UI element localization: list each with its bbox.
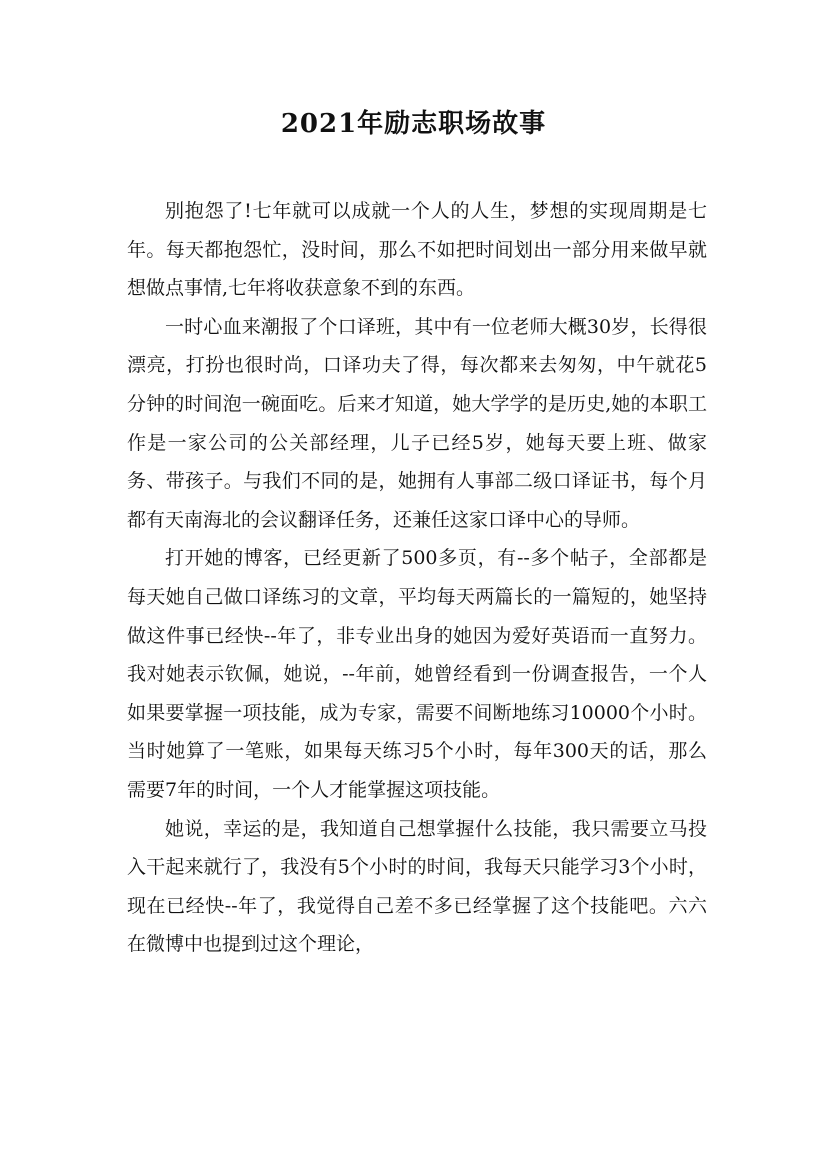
document-title: 2021年励志职场故事 xyxy=(280,109,547,139)
paragraph-3: 打开她的博客，已经更新了500多页，有--多个帖子，全部都是每天她自己做口译练习的文章，平均每天两篇长的一篇短的，她坚持做这件事已经快--年了，非专业出身的她因为爱好英语而一直努力。我对她表示钦佩，她说，--年前，她曾经看到一份调查报告，一个人如果要掌握一项技能，成为专家，需要不间断地练习10000个小时。当时她算了一笔账，如果每天练习5个小时，每年300天的话，那么需要7年的时间，一个人才能掌握这项技能。 xyxy=(127,547,707,801)
paragraph-4: 她说，幸运的是，我知道自己想掌握什么技能，我只需要立马投入干起来就行了，我没有5个小时的时间，我每天只能学习3个小时，现在已经快--年了，我觉得自己差不多已经掌握了这个技能吧。六六在微博中也提到过这个理论， xyxy=(127,817,707,956)
document-body xyxy=(127,192,707,964)
paragraph-1: 别抱怨了!七年就可以成就一个人的人生，梦想的实现周期是七年。每天都抱怨忙，没时间，那么不如把时间划出一部分用来做早就想做点事情,七年将收获意象不到的东西。 xyxy=(127,200,707,300)
paragraph-2: 一时心血来潮报了个口译班，其中有一位老师大概30岁，长得很漂亮，打扮也很时尚，口译功夫了得，每次都来去匆匆，中午就花5分钟的时间泡一碗面吃。后来才知道，她大学学的是历史,她的本职工作是一家公司的公关部经理，儿子已经5岁，她每天要上班、做家务、带孩子。与我们不同的是，她拥有人事部二级口译证书，每个月都有天南海北的会议翻译任务，还兼任这家口译中心的导师。 xyxy=(127,315,707,531)
